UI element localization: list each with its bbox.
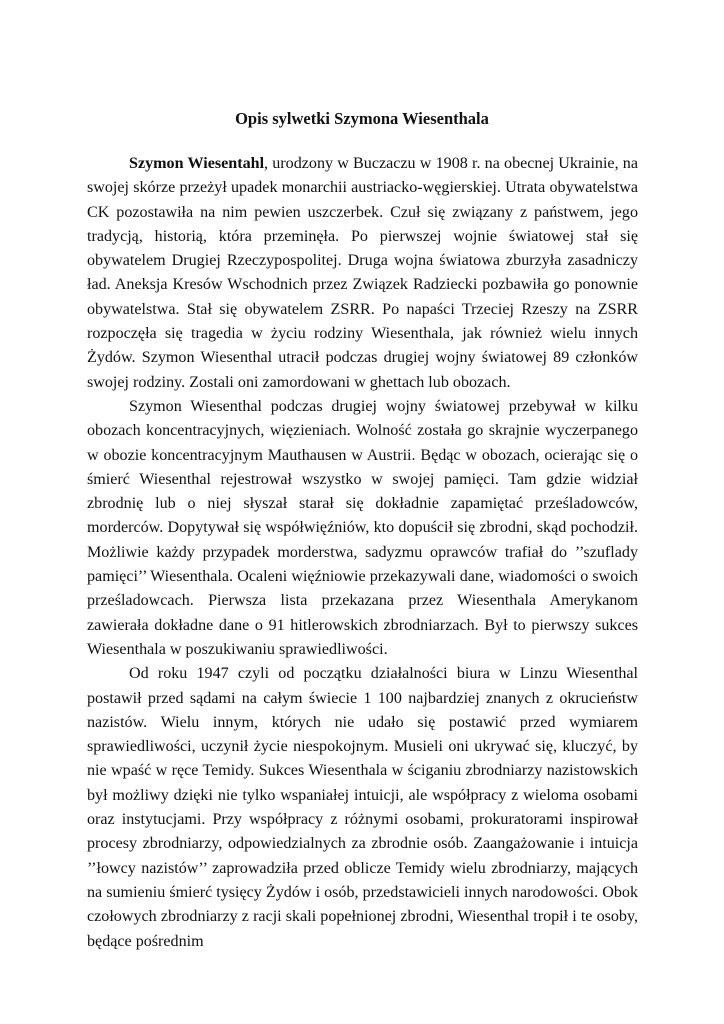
paragraph-1-text: , urodzony w Buczaczu w 1908 r. na obecnej Ukrainie, na swojej skórze przeżył upadek monarchii austriacko-węgierskiej. Utrata obywatelstwa CK pozostawiła na nim pewien uszczerbek. Czuł się związany z państwem, jego tradycją, historią, która przeminęła. Po pierwszej wojnie światowej stał się obywatelem Drugiej Rzeczypospolitej. Druga wojna światowa zburzyła zasadniczy ład. Aneksja Kresów Wschodnich przez Związek Radziecki pozbawiła go ponownie obywatelstwa. Stał się obywatelem ZSRR. Po napaści Trzeciej Rzeszy na ZSRR rozpoczęła się tragedia w życiu rodziny Wiesenthala, jak również wielu innych Żydów. Szymon Wiesenthal utracił podczas drugiej wojny światowej 89 członków swojej rodziny. Zostali oni zamordowani w ghettach lub obozach. <box>87 155 638 391</box>
paragraph-1 <box>87 152 638 395</box>
paragraph-3: Od roku 1947 czyli od początku działalności biura w Linzu Wiesenthal postawił przed sądami na całym świecie 1 100 najbardziej znanych z okrucieństw nazistów. Wielu innym, których nie udało się postawić przed wymiarem sprawiedliwości, uczynił życie niespokojnym. Musieli oni ukrywać się, kluczyć, by nie wpaść w ręce Temidy. Sukces Wiesenthala w ściganiu zbrodniarzy nazistowskich był możliwy dzięki nie tylko wspaniałej intuicji, ale współpracy z wieloma osobami oraz instytucjami. Przy współpracy z różnymi osobami, prokuratorami inspirował procesy zbrodniarzy, odpowiedzialnych za zbrodnie osób. Zaangażowanie i intuicja ’’łowcy nazistów’’ zaprowadziła przed oblicze Temidy wielu zbrodniarzy, mających na sumieniu śmierć tysięcy Żydów i osób, przedstawicieli innych narodowości. Obok czołowych zbrodniarzy z racji skali popełnionej zbrodni, Wiesenthal tropił i te osoby, będące pośrednim <box>87 665 638 950</box>
subject-name: Szymon Wiesentahl <box>129 155 265 172</box>
document-title: Opis sylwetki Szymona Wiesenthala <box>235 109 489 128</box>
paragraph-2: Szymon Wiesenthal podczas drugiej wojny światowej przebywał w kilku obozach koncentracyjnych, więzieniach. Wolność została go skrajnie wyczerpanego w obozie koncentracyjnym Mauthausen w Austrii. Będąc w obozach, ocierając się o śmierć Wiesenthal rejestrował wszystko w swojej pamięci. Tam gdzie widział zbrodnię lub o niej słyszał starał się dokładnie zapamiętać prześladowców, morderców. Dopytywał się współwięźniów, kto dopuścił się zbrodni, skąd pochodził. Możliwie każdy przypadek morderstwa, sadyzmu oprawców trafiał do ’’szuflady pamięci’’ Wiesenthala. Ocaleni więźniowie przekazywali dane, wiadomości o swoich prześladowcach. Pierwsza lista przekazana przez Wiesenthala Amerykanom zawierała dokładne dane o 91 hitlerowskich zbrodniarzach. Był to pierwszy sukces Wiesenthala w poszukiwaniu sprawiedliwości. <box>87 397 638 658</box>
document-body <box>87 152 638 954</box>
